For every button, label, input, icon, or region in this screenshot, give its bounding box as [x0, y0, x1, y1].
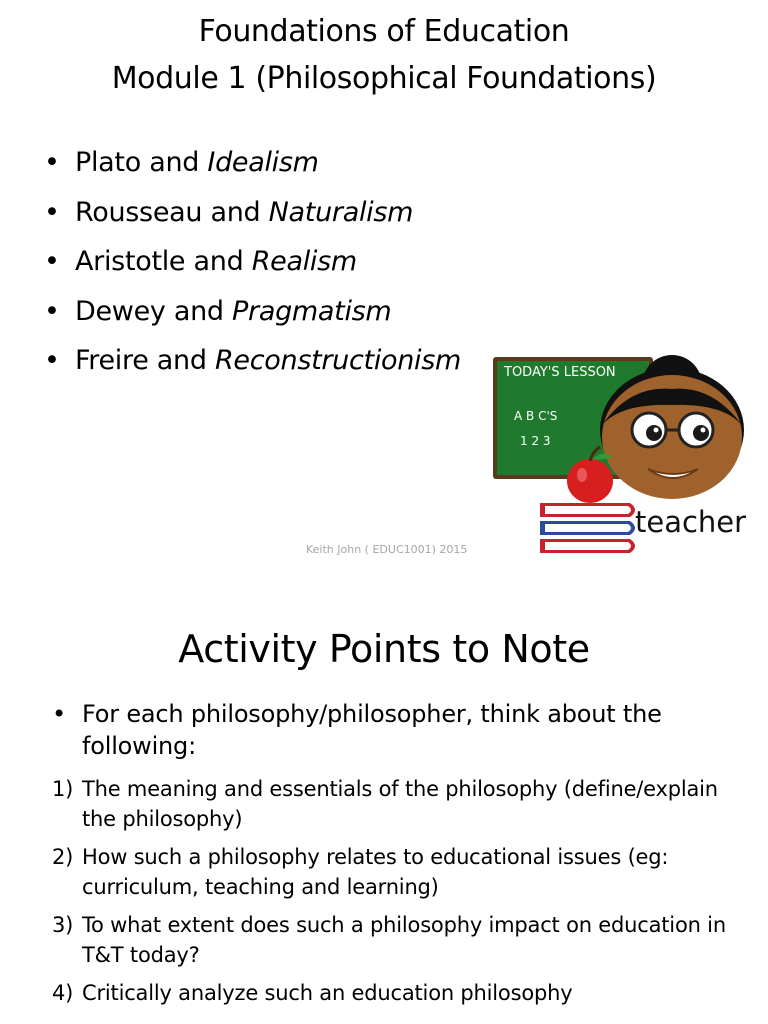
- books-icon: [540, 503, 635, 553]
- philosophy-name: Realism: [251, 246, 357, 277]
- step-text: Critically analyze such an education philosophy: [82, 981, 573, 1005]
- teacher-label: teacher: [635, 505, 747, 539]
- intro-text: For each philosophy/philosopher, think about the following:: [82, 700, 662, 760]
- title-line-1: Foundations of Education: [198, 14, 570, 49]
- step-number: 2): [52, 845, 74, 869]
- philosophy-name: Reconstructionism: [214, 345, 462, 376]
- philosophy-name: Idealism: [207, 147, 319, 178]
- philosophy-list: [44, 138, 461, 386]
- philosophy-name: Pragmatism: [232, 295, 392, 327]
- slide-title: Activity Points to Note: [178, 627, 590, 671]
- list-item: [52, 910, 742, 970]
- step-number: 4): [52, 981, 74, 1005]
- list-item: [52, 842, 742, 902]
- step-text: To what extent does such a philosophy impact on education in T&T today?: [82, 913, 726, 967]
- intro-bullet: [52, 698, 762, 762]
- step-number: 1): [52, 777, 74, 801]
- list-item: [52, 774, 742, 834]
- activity-steps: [52, 774, 742, 1016]
- bullet-dot: •: [52, 700, 66, 728]
- board-heading: TODAY'S LESSON: [504, 365, 616, 380]
- philosopher-name: Freire and: [75, 345, 215, 376]
- slide-title: [0, 8, 768, 102]
- slide-footer: Keith John ( EDUC1001) 2015: [306, 543, 468, 556]
- philosophy-name: Naturalism: [268, 196, 414, 228]
- list-item: [44, 336, 461, 386]
- teacher-clipart-icon: [490, 345, 760, 570]
- list-item: [44, 287, 461, 337]
- philosopher-name: Aristotle and: [75, 246, 252, 277]
- slide-2: [0, 580, 768, 1024]
- philosopher-name: Dewey and: [75, 295, 233, 327]
- philosopher-name: Rousseau and: [75, 196, 269, 228]
- list-item: [52, 978, 742, 1008]
- step-text: The meaning and essentials of the philosophy (define/explain the philosophy): [82, 777, 718, 831]
- list-item: [44, 237, 461, 287]
- list-item: [44, 188, 461, 238]
- title-line-2: Module 1 (Philosophical Foundations): [111, 61, 657, 96]
- step-text: How such a philosophy relates to educational issues (eg: curriculum, teaching and learning): [82, 845, 669, 899]
- board-line-2: 1 2 3: [520, 434, 551, 448]
- philosopher-name: Plato and: [75, 147, 208, 178]
- list-item: [44, 138, 461, 188]
- step-number: 3): [52, 913, 74, 937]
- board-line-1: A B C'S: [514, 409, 558, 423]
